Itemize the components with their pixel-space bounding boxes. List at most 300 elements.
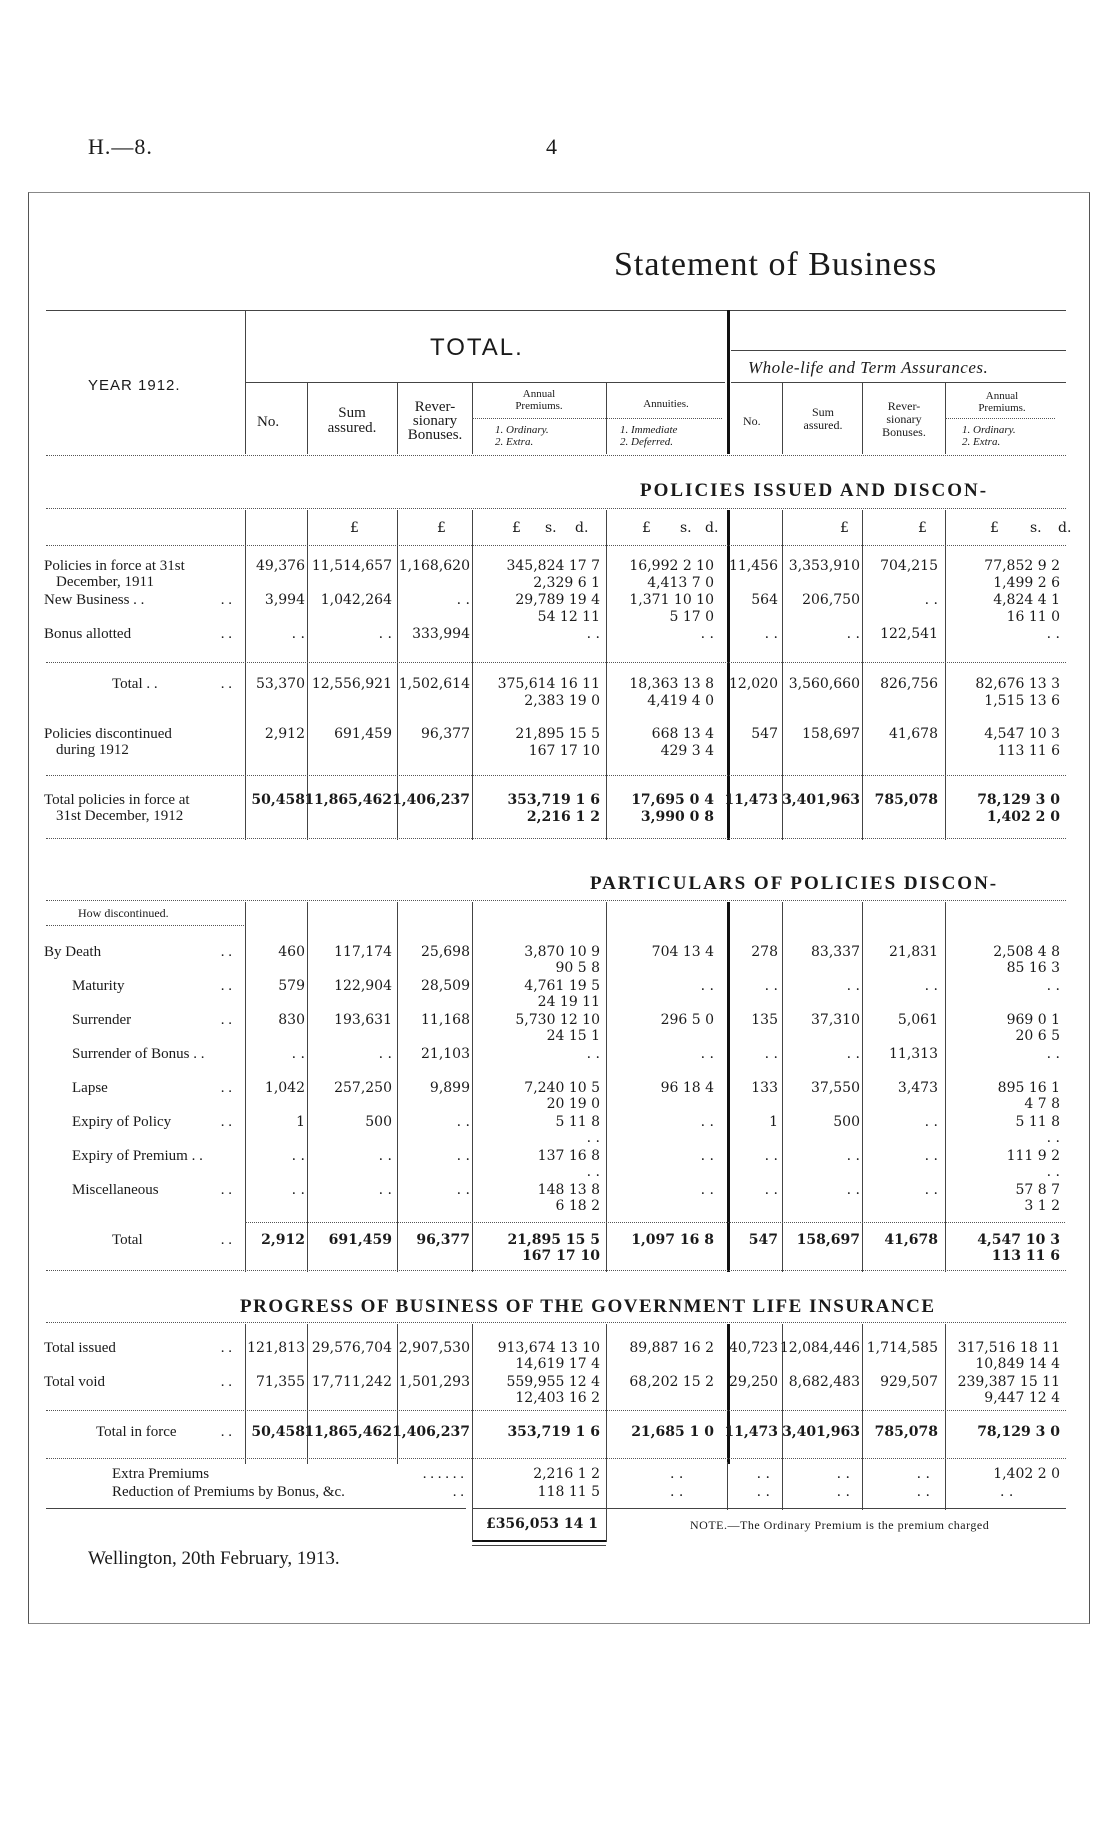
cell-premium-ordinary-right: . . — [1046, 1046, 1060, 1062]
row-label: Total in force — [96, 1424, 177, 1440]
footer-signature: Wellington, 20th February, 1913. — [88, 1548, 340, 1569]
rule — [245, 1222, 1065, 1223]
year-label: YEAR 1912. — [88, 377, 181, 394]
rule — [245, 510, 246, 840]
row-label: Bonus allotted — [44, 626, 132, 642]
rule — [307, 1324, 308, 1464]
wholelife-heading: Whole-life and Term Assurances. — [748, 358, 989, 377]
cell-no: . . — [291, 1046, 305, 1062]
footnote: NOTE.—The Ordinary Premium is the premium charged — [690, 1518, 990, 1532]
cell-reversionary: 2,907,530 — [398, 1340, 470, 1356]
section-progress: PROGRESS OF BUSINESS OF THE GOVERNMENT LIFE INSURANCE — [240, 1296, 936, 1317]
cell-premium-extra: 24 15 1 — [546, 1028, 600, 1044]
how-discontinued-label: How discontinued. — [78, 906, 169, 920]
cell-no-right: 11,456 — [729, 558, 778, 574]
cell-annuity-immediate: . . — [700, 978, 714, 994]
cell-sum-assured: 29,576,704 — [311, 1340, 392, 1356]
cell-premium-ordinary: . . — [586, 1046, 600, 1062]
cell-annuity-immediate: . . — [700, 1182, 714, 1198]
cell-no-right: 11,473 — [724, 1424, 778, 1440]
cell-reversionary: 1,406,237 — [392, 792, 470, 808]
rule — [46, 508, 1066, 509]
cell-premium-extra-right: 20 6 5 — [1015, 1028, 1060, 1044]
cell-sum-right: 3,353,910 — [788, 558, 860, 574]
cell-sum-assured: 11,865,462 — [304, 792, 392, 808]
cell-reversionary: 1,501,293 — [398, 1374, 470, 1390]
page-number: 4 — [546, 134, 557, 159]
cell-sum-assured: 17,711,242 — [311, 1374, 392, 1390]
rule — [606, 1508, 1066, 1509]
cell-premium-extra-right: . . — [1046, 1130, 1060, 1146]
rule — [472, 1545, 606, 1546]
reduction-value: 118 11 5 — [537, 1484, 600, 1500]
cell-reversionary-right: . . — [924, 1148, 938, 1164]
cell-reversionary: 96,377 — [421, 726, 470, 742]
rule — [46, 775, 1066, 776]
cell-reversionary-right: 41,678 — [884, 1232, 938, 1248]
rule — [945, 1324, 946, 1464]
cell-no: . . — [291, 1182, 305, 1198]
cell-no-right: 547 — [751, 726, 778, 742]
cell-premium-extra: 167 17 10 — [528, 743, 600, 759]
col-sum-assured-right: Sum assured. — [803, 405, 843, 432]
rule — [307, 382, 308, 454]
cell-premium-extra: 90 5 8 — [555, 960, 600, 976]
cell-reversionary-right: . . — [924, 978, 938, 994]
cell-reversionary-right: 41,678 — [889, 726, 938, 742]
cell-premium-ordinary: 21,895 15 5 — [507, 1232, 600, 1248]
cell-premium-ordinary: 137 16 8 — [537, 1148, 600, 1164]
cell-sum-assured: . . — [378, 1182, 392, 1198]
cell-reversionary: 1,502,614 — [398, 676, 470, 692]
rule — [945, 510, 946, 840]
leader-dots: . . — [220, 1012, 232, 1028]
cell-sum-assured: . . — [378, 1046, 392, 1062]
cell-premium-ordinary: 148 13 8 — [537, 1182, 600, 1198]
cell-premium-ordinary-right: 78,129 3 0 — [977, 792, 1060, 808]
cell-no-right: 11,473 — [724, 792, 778, 808]
row-label: Total void — [44, 1374, 106, 1390]
rule — [46, 838, 1066, 839]
cell-sum-right: 3,560,660 — [788, 676, 860, 692]
row-label: Total — [112, 1232, 143, 1248]
cell-reversionary-right: . . — [916, 1466, 930, 1482]
cell-annuity-deferred: 4,419 4 0 — [647, 693, 714, 709]
cell-no: . . — [291, 1148, 305, 1164]
unit-label: d. — [575, 520, 589, 536]
rule — [245, 902, 246, 1272]
rule — [46, 545, 1066, 546]
cell-reversionary: 11,168 — [421, 1012, 470, 1028]
rule — [46, 1458, 1066, 1459]
cell-premium-ordinary-right: 5 11 8 — [1015, 1114, 1060, 1130]
cell-annuity-immediate: 18,363 13 8 — [629, 676, 714, 692]
cell-no-right: . . — [764, 626, 778, 642]
rule — [46, 900, 1066, 901]
cell-premium-extra-right: . . — [1046, 1164, 1060, 1180]
rule — [245, 382, 725, 383]
rule — [782, 902, 783, 1272]
cell-no: 1 — [296, 1114, 305, 1130]
leader-dots: . . — [220, 1232, 232, 1248]
rule — [46, 662, 1066, 663]
cell-annuity-immediate: 89,887 16 2 — [629, 1340, 714, 1356]
unit-label: £ — [840, 520, 849, 536]
cell-premium-right: . . — [1000, 1484, 1014, 1500]
cell-premium-ordinary: 3,870 10 9 — [524, 944, 600, 960]
cell-reversionary-right: 5,061 — [897, 1012, 938, 1028]
cell-premium-ordinary: 21,895 15 5 — [515, 726, 600, 742]
reduction-annuity-value: . . — [670, 1484, 684, 1500]
rule — [862, 1462, 863, 1510]
cell-no: 579 — [278, 978, 305, 994]
cell-no: . . — [291, 626, 305, 642]
cell-sum-assured: . . — [378, 1148, 392, 1164]
extra-premiums-value: 2,216 1 2 — [533, 1466, 600, 1482]
cell-no-right: . . — [764, 1148, 778, 1164]
cell-premium-ordinary: 353,719 1 6 — [507, 1424, 600, 1440]
leader-dots: . . — [220, 944, 232, 960]
cell-annuity-immediate: . . — [700, 1114, 714, 1130]
leader-dots: . . — [220, 1340, 232, 1356]
cell-sum-assured: 500 — [365, 1114, 392, 1130]
rule — [472, 418, 722, 419]
cell-sum-right: 158,697 — [796, 1232, 860, 1248]
row-label-cont: during 1912 — [56, 742, 129, 758]
cell-reversionary: . . — [456, 1114, 470, 1130]
cell-no: 1,042 — [264, 1080, 305, 1096]
rule — [472, 1540, 606, 1542]
rule — [606, 1324, 607, 1464]
cell-premium-extra-right: 10,849 14 4 — [975, 1356, 1060, 1372]
row-label: Total . . — [112, 676, 158, 692]
cell-premium-extra-right: 9,447 12 4 — [984, 1390, 1060, 1406]
cell-annuity-immediate: . . — [700, 1148, 714, 1164]
rule — [606, 1508, 607, 1542]
cell-premium-ordinary-right: 57 8 7 — [1015, 1182, 1060, 1198]
cell-annuity-immediate: 296 5 0 — [660, 1012, 714, 1028]
cell-no: 53,370 — [256, 676, 305, 692]
cell-annuity-immediate: 21,685 1 0 — [631, 1424, 714, 1440]
rule — [862, 1324, 863, 1464]
cell-sum-right: 37,550 — [811, 1080, 860, 1096]
rule — [782, 1462, 783, 1510]
unit-label: £ — [990, 520, 999, 536]
cell-reversionary: . . — [456, 1148, 470, 1164]
cell-premium-ordinary-right: 895 16 1 — [997, 1080, 1060, 1096]
col-premium-types: 1. Ordinary. 2. Extra. — [495, 424, 549, 448]
rule — [782, 382, 783, 454]
unit-label: s. — [545, 520, 557, 536]
cell-annuity-immediate: 1,371 10 10 — [629, 592, 714, 608]
rule — [307, 902, 308, 1272]
cell-premium-ordinary: 375,614 16 11 — [497, 676, 600, 692]
cell-reversionary-right: 11,313 — [889, 1046, 938, 1062]
cell-no: 2,912 — [264, 726, 305, 742]
rule — [472, 902, 473, 1272]
section-particulars: PARTICULARS OF POLICIES DISCON- — [590, 873, 999, 894]
cell-sum-right: 206,750 — [802, 592, 860, 608]
cell-sum-assured: 691,459 — [328, 1232, 392, 1248]
rule — [945, 902, 946, 1272]
rule — [472, 510, 473, 840]
cell-premium-extra: 24 19 11 — [537, 994, 600, 1010]
cell-premium-ordinary-right: 969 0 1 — [1006, 1012, 1060, 1028]
cell-no: 50,458 — [251, 792, 305, 808]
leader-dots: . . — [220, 978, 232, 994]
cell-no-right: 278 — [751, 944, 778, 960]
cell-no-right: . . — [764, 978, 778, 994]
cell-reversionary-right: 3,473 — [897, 1080, 938, 1096]
rule — [727, 310, 730, 454]
rule — [397, 902, 398, 1272]
cell-premium-ordinary-right: 317,516 18 11 — [957, 1340, 1060, 1356]
row-label: New Business . . — [44, 592, 145, 608]
rule — [606, 510, 607, 840]
cell-sum-right: . . — [846, 1148, 860, 1164]
cell-premium-extra-right: 16 11 0 — [1006, 609, 1060, 625]
cell-reversionary: 96,377 — [416, 1232, 470, 1248]
cell-premium-extra-right: 1,515 13 6 — [984, 693, 1060, 709]
rule — [472, 1508, 606, 1509]
cell-no: 71,355 — [256, 1374, 305, 1390]
cell-premium-ordinary-right: . . — [1046, 978, 1060, 994]
cell-sum-assured: 11,514,657 — [311, 558, 392, 574]
rule — [307, 510, 308, 840]
cell-sum-assured: 122,904 — [334, 978, 392, 994]
cell-premium-ordinary: 913,674 13 10 — [497, 1340, 600, 1356]
rule — [945, 418, 1055, 419]
cell-reversionary: 9,899 — [429, 1080, 470, 1096]
rule — [727, 902, 730, 1272]
cell-premium-ordinary: . . — [586, 626, 600, 642]
rule — [245, 1324, 246, 1464]
extra-premiums-right: 1,402 2 0 — [993, 1466, 1060, 1482]
cell-sum-right: . . — [846, 978, 860, 994]
cell-reversionary-right: . . — [924, 592, 938, 608]
cell-sum-right: 37,310 — [811, 1012, 860, 1028]
rule — [472, 1508, 473, 1542]
grand-total: £356,053 14 1 — [485, 1516, 598, 1532]
row-label: Policies discontinued — [44, 726, 172, 742]
leader-dots: . . . . . . — [422, 1466, 464, 1482]
cell-sum-right: 158,697 — [802, 726, 860, 742]
unit-label: £ — [642, 520, 651, 536]
cell-no-right: 133 — [751, 1080, 778, 1096]
cell-no-right: 547 — [748, 1232, 778, 1248]
cell-premium-ordinary-right: 77,852 9 2 — [984, 558, 1060, 574]
row-label: Surrender of Bonus . . — [72, 1046, 205, 1062]
row-label-cont: December, 1911 — [56, 574, 154, 590]
cell-sum-assured: 193,631 — [334, 1012, 392, 1028]
cell-sum-right: 8,682,483 — [788, 1374, 860, 1390]
cell-reversionary-right: 785,078 — [874, 792, 938, 808]
leader-dots: . . — [220, 1080, 232, 1096]
cell-no-right: . . — [764, 1182, 778, 1198]
cell-sum-right: . . — [846, 626, 860, 642]
col-annual-premiums-right: Annual Premiums. — [978, 390, 1026, 414]
row-label: Lapse — [72, 1080, 108, 1096]
col-annual-premiums: Annual Premiums. — [515, 388, 563, 412]
cell-reversionary-right: 704,215 — [880, 558, 938, 574]
row-label: Expiry of Premium . . — [72, 1148, 203, 1164]
rule — [945, 1462, 946, 1510]
cell-annuity-immediate: 96 18 4 — [660, 1080, 714, 1096]
cell-reversionary-right: 826,756 — [880, 676, 938, 692]
rule — [472, 1324, 473, 1464]
cell-no-right: 135 — [751, 1012, 778, 1028]
rule — [862, 902, 863, 1272]
row-label-cont: 31st December, 1912 — [56, 808, 184, 824]
cell-annuity-deferred: 3,990 0 8 — [640, 809, 714, 825]
col-no-right: No. — [743, 414, 761, 428]
cell-premium-extra: . . — [586, 1130, 600, 1146]
col-annuity-types: 1. Immediate 2. Deferred. — [620, 424, 678, 448]
cell-no: 121,813 — [247, 1340, 305, 1356]
leader-dots: . . — [220, 592, 232, 608]
cell-sum-right: . . — [846, 1182, 860, 1198]
cell-annuity-deferred: 4,413 7 0 — [647, 575, 714, 591]
cell-sum-right: 500 — [833, 1114, 860, 1130]
cell-no-right: 40,723 — [729, 1340, 778, 1356]
cell-reversionary: 1,406,237 — [392, 1424, 470, 1440]
cell-sum-assured: 1,042,264 — [320, 592, 392, 608]
cell-premium-extra-right: 3 1 2 — [1024, 1198, 1060, 1214]
rule — [727, 1462, 728, 1510]
total-heading: TOTAL. — [430, 334, 524, 361]
cell-premium-ordinary-right: 82,676 13 3 — [975, 676, 1060, 692]
col-annuities: Annuities. — [643, 398, 689, 410]
rule — [862, 510, 863, 840]
section-policies-issued: POLICIES ISSUED AND DISCON- — [640, 480, 989, 501]
cell-premium-extra-right: 1,499 2 6 — [993, 575, 1060, 591]
cell-sum-assured: 12,556,921 — [311, 676, 392, 692]
leader-dots: . . — [452, 1484, 464, 1500]
cell-no: 49,376 — [256, 558, 305, 574]
cell-no: 50,458 — [251, 1424, 305, 1440]
cell-premium-extra-right: 1,402 2 0 — [986, 809, 1060, 825]
cell-annuity-immediate: 16,992 2 10 — [629, 558, 714, 574]
cell-annuity-deferred: 429 3 4 — [660, 743, 714, 759]
cell-premium-extra: 14,619 17 4 — [515, 1356, 600, 1372]
cell-reversionary-right: . . — [924, 1182, 938, 1198]
cell-no-right: . . — [764, 1046, 778, 1062]
leader-dots: . . — [220, 676, 232, 692]
cell-annuity-immediate: 17,695 0 4 — [631, 792, 714, 808]
cell-premium-ordinary-right: 239,387 15 11 — [957, 1374, 1060, 1390]
cell-sum-right: . . — [836, 1466, 850, 1482]
cell-reversionary-right: 929,507 — [880, 1374, 938, 1390]
unit-label: s. — [680, 520, 692, 536]
cell-premium-extra: 167 17 10 — [522, 1248, 600, 1264]
cell-premium-extra: 20 19 0 — [546, 1096, 600, 1112]
cell-reversionary-right: 1,714,585 — [866, 1340, 938, 1356]
unit-label: d. — [705, 520, 719, 536]
cell-reversionary: 333,994 — [412, 626, 470, 642]
cell-reversionary-right: 785,078 — [874, 1424, 938, 1440]
cell-reversionary: 21,103 — [421, 1046, 470, 1062]
extra-annuity-value: . . — [670, 1466, 684, 1482]
col-sum-assured: Sum assured. — [327, 405, 377, 436]
cell-sum-right: . . — [846, 1046, 860, 1062]
unit-label: £ — [350, 520, 359, 536]
cell-premium-extra-right: 113 11 6 — [991, 1248, 1060, 1264]
leader-dots: . . — [220, 1424, 232, 1440]
cell-premium-extra: 54 12 11 — [537, 609, 600, 625]
cell-sum-right: 3,401,963 — [782, 792, 860, 808]
unit-label: £ — [512, 520, 521, 536]
cell-sum-right: 83,337 — [811, 944, 860, 960]
cell-premium-ordinary-right: 78,129 3 0 — [977, 1424, 1060, 1440]
row-label: Surrender — [72, 1012, 132, 1028]
cell-sum-right: . . — [836, 1484, 850, 1500]
cell-reversionary-right: . . — [916, 1484, 930, 1500]
cell-sum-assured: 11,865,462 — [304, 1424, 392, 1440]
rule — [731, 350, 1066, 351]
page-code: H.—8. — [88, 134, 153, 159]
cell-premium-ordinary-right: 4,547 10 3 — [977, 1232, 1060, 1248]
cell-sum-assured: . . — [378, 626, 392, 642]
leader-dots: . . — [220, 1114, 232, 1130]
leader-dots: . . — [220, 626, 232, 642]
row-label: Expiry of Policy — [72, 1114, 172, 1130]
cell-reversionary: . . — [456, 1182, 470, 1198]
rule — [46, 1508, 466, 1509]
cell-sum-assured: 691,459 — [334, 726, 392, 742]
rule — [472, 1462, 473, 1510]
cell-premium-ordinary: 7,240 10 5 — [524, 1080, 600, 1096]
row-label: Total issued — [44, 1340, 116, 1356]
cell-premium-extra-right: 113 11 6 — [997, 743, 1060, 759]
unit-label: d. — [1058, 520, 1072, 536]
cell-sum-right: 12,084,446 — [779, 1340, 860, 1356]
cell-premium-ordinary-right: 4,824 4 1 — [993, 592, 1060, 608]
row-label: Miscellaneous — [72, 1182, 159, 1198]
col-no: No. — [257, 414, 280, 430]
cell-no-right: 12,020 — [729, 676, 778, 692]
cell-reversionary-right: 21,831 — [889, 944, 938, 960]
cell-annuity-immediate: 1,097 16 8 — [631, 1232, 714, 1248]
col-reversionary-bonuses: Rever- sionary Bonuses. — [407, 399, 463, 443]
cell-premium-ordinary: 5,730 12 10 — [515, 1012, 600, 1028]
rule — [46, 455, 1066, 456]
cell-no: 3,994 — [264, 592, 305, 608]
unit-label: s. — [1030, 520, 1042, 536]
cell-no-right: 29,250 — [729, 1374, 778, 1390]
row-label: By Death — [44, 944, 102, 960]
cell-premium-ordinary-right: . . — [1046, 626, 1060, 642]
col-reversionary-right: Rever- sionary Bonuses. — [882, 399, 926, 439]
rule — [46, 1410, 1066, 1411]
cell-premium-extra: 2,329 6 1 — [533, 575, 600, 591]
cell-reversionary: 1,168,620 — [398, 558, 470, 574]
row-label: Maturity — [72, 978, 125, 994]
cell-sum-assured: 257,250 — [334, 1080, 392, 1096]
cell-premium-ordinary-right: 2,508 4 8 — [993, 944, 1060, 960]
col-premium-types-right: 1. Ordinary. 2. Extra. — [962, 424, 1016, 448]
cell-no-right: 1 — [769, 1114, 778, 1130]
cell-premium-ordinary-right: 111 9 2 — [1006, 1148, 1060, 1164]
cell-annuity-immediate: . . — [700, 626, 714, 642]
rule — [46, 1270, 1066, 1271]
cell-premium-ordinary-right: 4,547 10 3 — [984, 726, 1060, 742]
cell-sum-right: 3,401,963 — [782, 1424, 860, 1440]
cell-premium-extra: 6 18 2 — [555, 1198, 600, 1214]
cell-reversionary: . . — [456, 592, 470, 608]
extra-premiums-label: Extra Premiums — [112, 1466, 210, 1482]
unit-label: £ — [437, 520, 446, 536]
rule — [46, 1322, 1066, 1323]
